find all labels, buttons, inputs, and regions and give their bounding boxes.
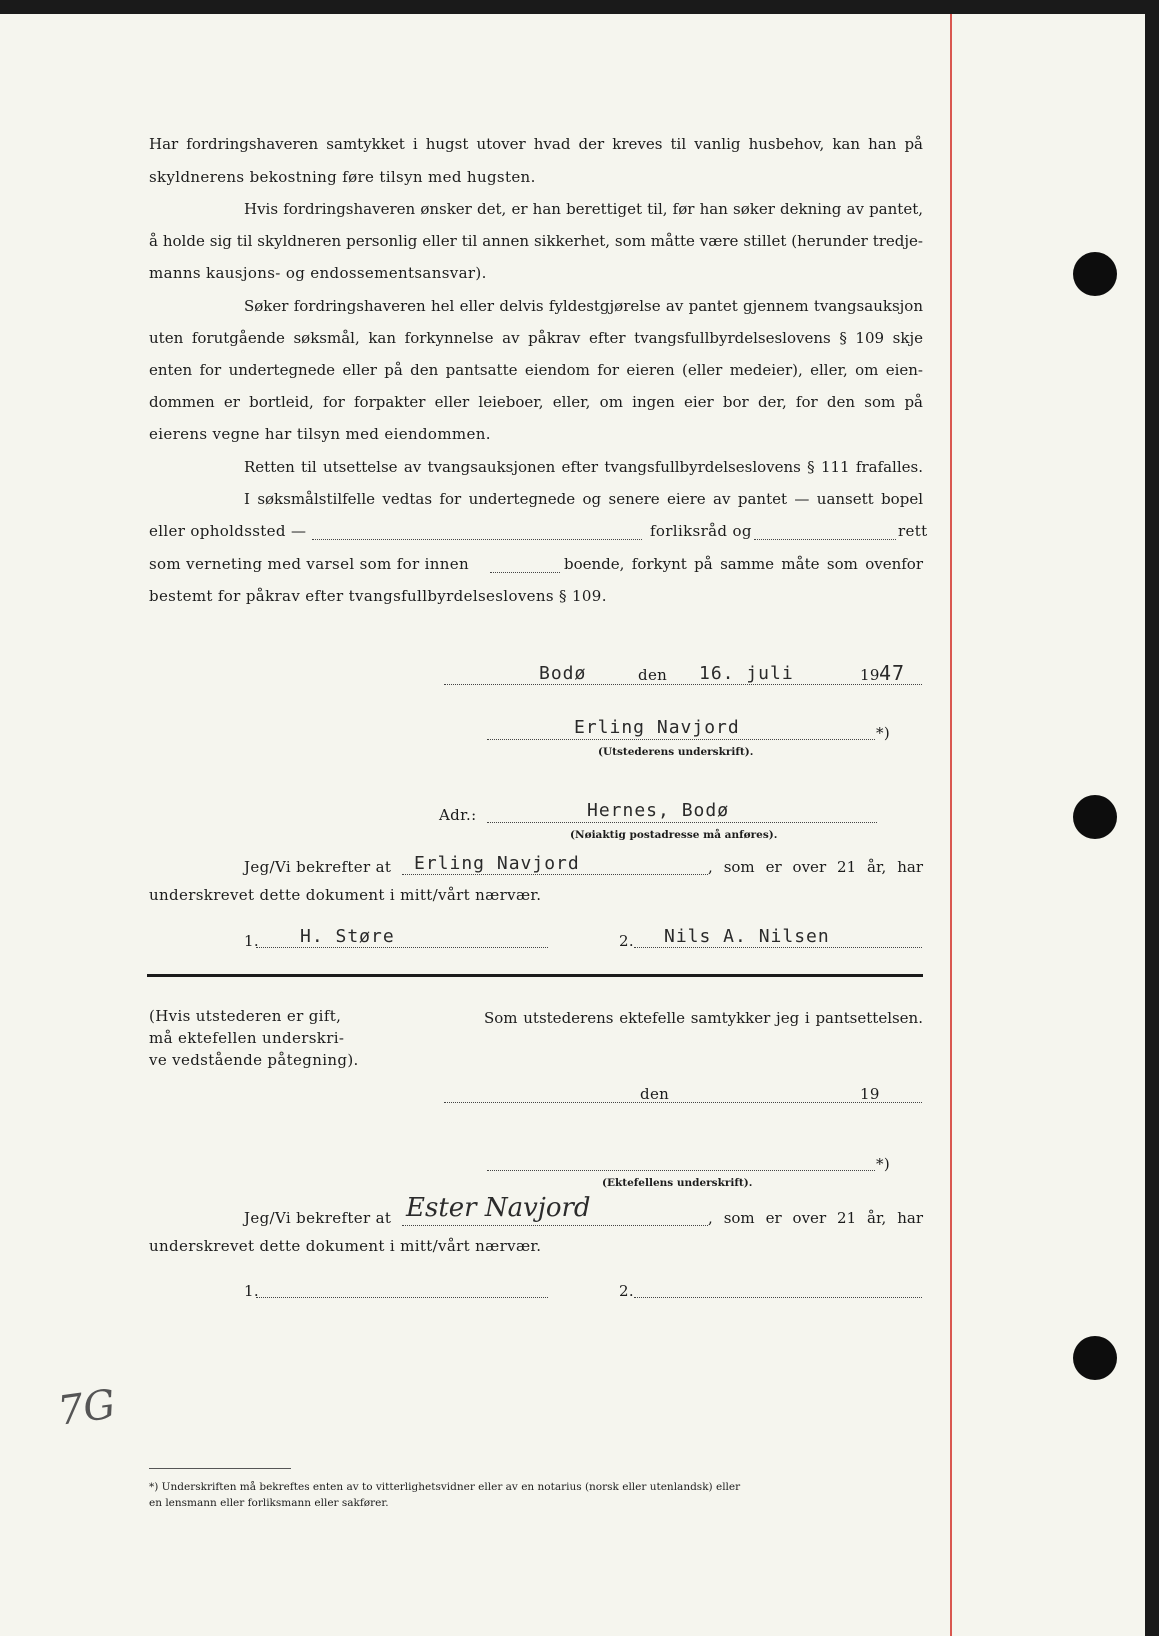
witness1-line	[256, 1297, 548, 1298]
paragraph-line: dommen er bortleid, for forpakter eller leieboer, eller, om ingen eier bor der, for den som på	[149, 393, 923, 411]
paragraph-line: Hvis fordringshaveren ønsker det, er han berettiget til, før han søker dekning av pantet,	[244, 200, 923, 218]
issuer-signature: Erling Navjord	[574, 717, 740, 738]
document-page	[0, 14, 1145, 1636]
year-suffix: 47	[879, 661, 906, 685]
footnote-marker: *)	[876, 1155, 891, 1173]
scan-right-border	[1145, 0, 1159, 1636]
blank-line	[490, 572, 560, 573]
paragraph-line: forliksråd og	[650, 522, 752, 540]
witness1-number: 1.	[244, 932, 260, 950]
spouse-note: må ektefellen underskri-	[149, 1029, 345, 1047]
signature-caption: (Utstederens underskrift).	[598, 746, 754, 758]
paragraph-line: bestemt for påkrav efter tvangsfullbyrdelseslovens § 109.	[149, 587, 607, 605]
confirm-prefix: Jeg/Vi bekrefter at	[244, 1209, 392, 1227]
witness2-line	[634, 947, 922, 948]
punch-hole	[1073, 795, 1117, 839]
address-label: Adr.:	[439, 806, 477, 824]
paragraph-line: uten forutgående søksmål, kan forkynnelse av påkrav efter tvangsfullbyrdelseslovens § 109 skje	[149, 329, 923, 347]
confirm-suffix: , som er over 21 år, har	[708, 858, 923, 876]
date-line	[444, 684, 922, 685]
date-field: 16. juli	[699, 663, 794, 684]
spouse-signature-line	[487, 1170, 875, 1171]
paragraph-line: enten for undertegnede eller på den pantsatte eiendom for eieren (eller medeier), eller, om eien-	[149, 361, 923, 379]
spouse-note: ve vedstående påtegning).	[149, 1051, 359, 1069]
scan-top-border	[0, 0, 1159, 14]
spouse-date-line	[444, 1102, 922, 1103]
spouse-consent: Som utstederens ektefelle samtykker jeg i pantsettelsen.	[484, 1009, 923, 1027]
confirm-prefix: Jeg/Vi bekrefter at	[244, 858, 392, 876]
address-caption: (Nøiaktig postadresse må anføres).	[570, 829, 778, 841]
address-field: Hernes, Bodø	[587, 800, 730, 821]
witness2-signature: Nils A. Nilsen	[664, 926, 830, 947]
spouse-handwritten-name: Ester Navjord	[406, 1193, 591, 1223]
margin-note: 7G	[55, 1381, 119, 1435]
footnote-marker: *)	[876, 724, 891, 742]
paragraph-line: å holde sig til skyldneren personlig eller til annen sikkerhet, som måtte være stillet (herunder tredje-	[149, 232, 923, 250]
witness1-signature: H. Støre	[300, 926, 395, 947]
paragraph-line: Søker fordringshaveren hel eller delvis fyldestgjørelse av pantet gjennem tvangsauksjon	[244, 297, 923, 315]
den-label: den	[638, 666, 668, 684]
punch-hole	[1073, 1336, 1117, 1380]
witness2-number: 2.	[619, 932, 635, 950]
address-line	[487, 822, 877, 823]
place-field: Bodø	[539, 663, 587, 684]
confirm-line2: underskrevet dette dokument i mitt/vårt nærvær.	[149, 1237, 542, 1255]
year-prefix: 19	[860, 666, 880, 684]
paragraph-line: eierens vegne har tilsyn med eiendommen.	[149, 425, 491, 443]
witness2-line	[634, 1297, 922, 1298]
den-label: den	[640, 1085, 670, 1103]
paragraph-line: boende, forkynt på samme måte som ovenfor	[564, 555, 923, 573]
section-divider	[147, 974, 923, 977]
name-line	[402, 874, 708, 875]
paragraph-line: manns kausjons- og endossementsansvar).	[149, 264, 487, 282]
paragraph-line: rett	[898, 522, 928, 540]
witness1-line	[256, 947, 548, 948]
paragraph-line: skyldnerens bekostning føre tilsyn med hugsten.	[149, 168, 536, 186]
confirm-suffix: , som er over 21 år, har	[708, 1209, 923, 1227]
blank-line	[312, 539, 642, 540]
witness1-number: 1.	[244, 1282, 260, 1300]
margin-line	[950, 14, 952, 1636]
name-line	[402, 1225, 708, 1226]
confirm-line2: underskrevet dette dokument i mitt/vårt nærvær.	[149, 886, 542, 904]
signature-line	[487, 739, 875, 740]
footnote-rule	[149, 1468, 291, 1469]
witness2-number: 2.	[619, 1282, 635, 1300]
paragraph-line: Retten til utsettelse av tvangsauksjonen efter tvangsfullbyrdelseslovens § 111 frafalles.	[244, 458, 923, 476]
blank-line	[754, 539, 896, 540]
paragraph-line: eller opholdssted —	[149, 522, 307, 540]
spouse-note: (Hvis utstederen er gift,	[149, 1007, 342, 1025]
year-prefix: 19	[860, 1085, 880, 1103]
paragraph-line: som verneting med varsel som for innen	[149, 555, 470, 573]
confirm-name: Erling Navjord	[414, 853, 580, 874]
paragraph-line: Har fordringshaveren samtykket i hugst utover hvad der kreves til vanlig husbehov, kan han på	[149, 135, 923, 153]
punch-hole	[1073, 252, 1117, 296]
footnote-line: *) Underskriften må bekreftes enten av to vitterlighetsvidner eller av en notarius (norsk eller utenlandsk) eller	[149, 1481, 741, 1493]
footnote-line: en lensmann eller forliksmann eller sakfører.	[149, 1497, 389, 1509]
signature-caption: (Ektefellens underskrift).	[602, 1177, 753, 1189]
paragraph-line: I søksmålstilfelle vedtas for undertegnede og senere eiere av pantet — uansett bopel	[244, 490, 923, 508]
